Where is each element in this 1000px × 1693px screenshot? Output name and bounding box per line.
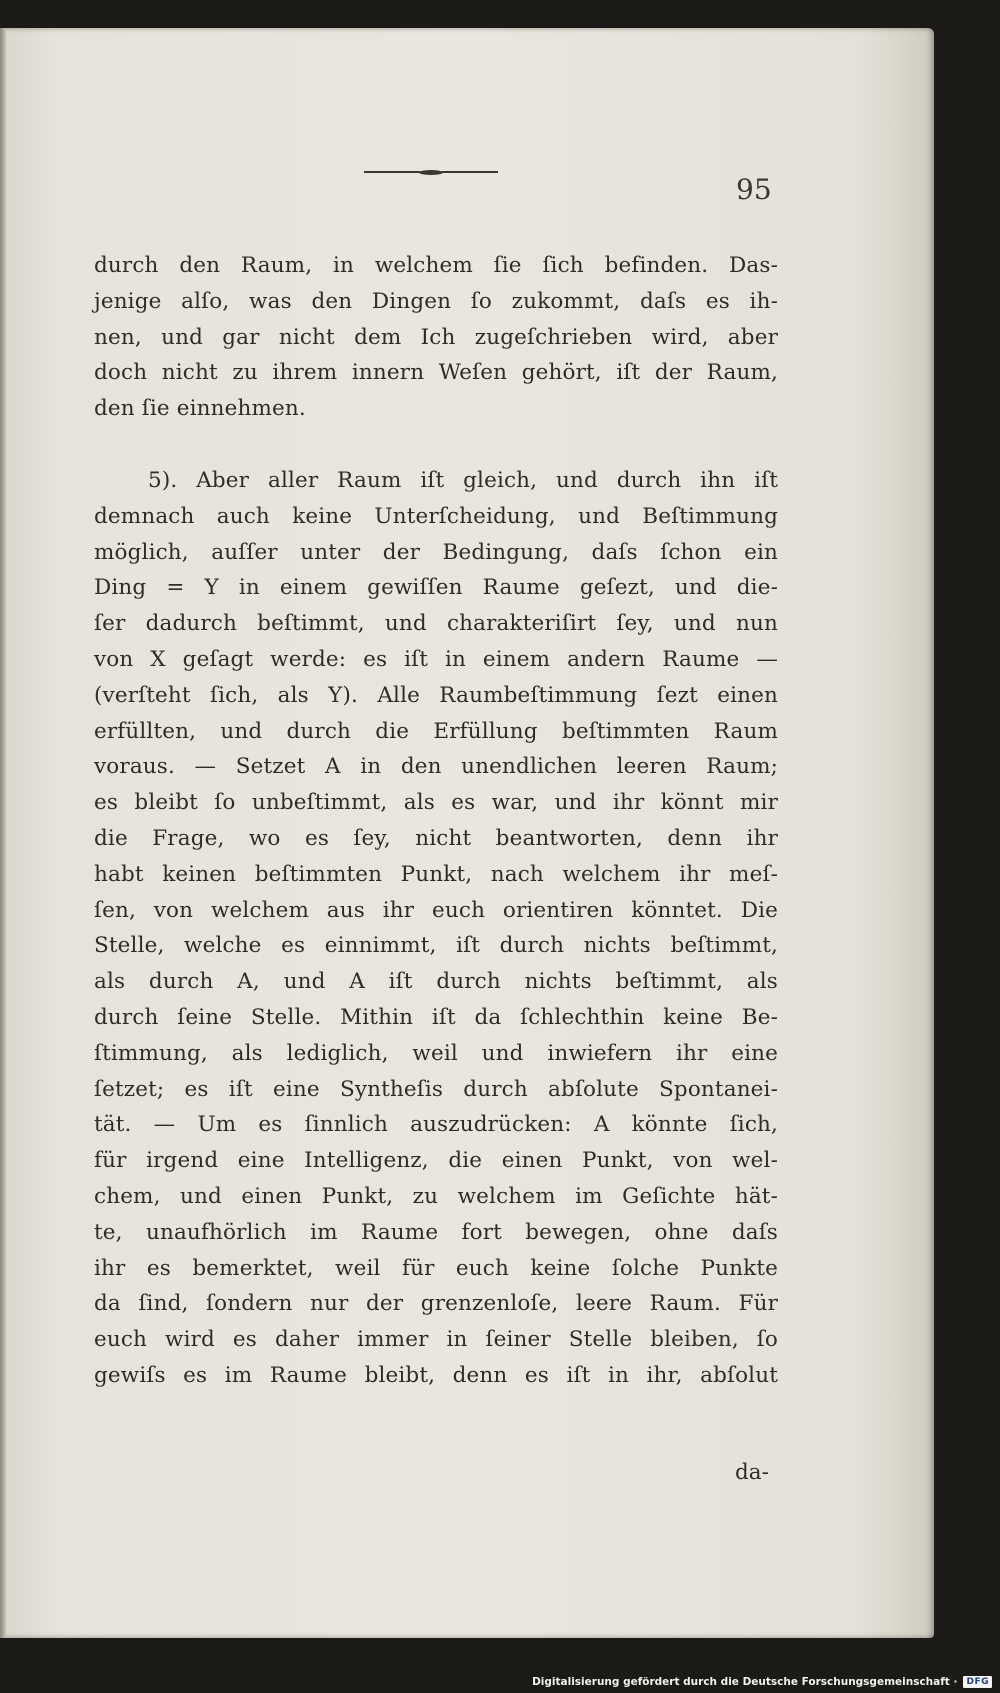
text-line: die Frage, wo es ſey, nicht beantworten, denn ihr [94, 825, 778, 851]
text-line: jenige alſo, was den Dingen ſo zukommt, daſs es ih- [94, 288, 778, 314]
text-line: Ding = Y in einem gewiſſen Raume geſezt, und die- [94, 575, 778, 601]
text-line: tät. — Um es ſinnlich auszudrücken: A könnte ſich, [94, 1112, 778, 1138]
text-line: habt keinen beſtimmten Punkt, nach welchem ihr meſ- [94, 861, 778, 887]
catchword: da- [735, 1460, 769, 1485]
text-line: doch nicht zu ihrem innern Weſen gehört, iſt der Raum, [94, 360, 778, 386]
text-line: Stelle, welche es einnimmt, iſt durch nichts beſtimmt, [94, 933, 778, 959]
text-line: den ſie einnehmen. [94, 396, 306, 422]
text-line: (verſteht ſich, als Y). Alle Raumbeſtimmung ſezt einen [94, 682, 778, 708]
text-line: chem, und einen Punkt, zu welchem im Geſichte hät- [94, 1183, 778, 1209]
text-line: möglich, auſſer unter der Bedingung, daſs ſchon ein [94, 539, 778, 565]
text-line: da ſind, ſondern nur der grenzenloſe, leere Raum. Für [94, 1291, 778, 1317]
page-binding-edge [0, 28, 6, 1638]
text-line: demnach auch keine Unterſcheidung, und Beſtimmung [94, 503, 778, 529]
text-line: von X geſagt werde: es iſt in einem andern Raume — [94, 646, 778, 672]
header-ornament-rule [364, 170, 498, 174]
dfg-credit-text: Digitalisierung gefördert durch die Deutsche Forschungsgemeinschaft · [532, 1676, 958, 1688]
text-line: durch ſeine Stelle. Mithin iſt da ſchlechthin keine Be- [94, 1004, 778, 1030]
text-line: als durch A, und A iſt durch nichts beſtimmt, als [94, 969, 778, 995]
text-line: gewiſs es im Raume bleibt, denn es iſt in ihr, abſolut [94, 1362, 778, 1388]
text-line: voraus. — Setzet A in den unendlichen leeren Raum; [94, 754, 778, 780]
text-line: es bleibt ſo unbeſtimmt, als es war, und ihr könnt mir [94, 790, 778, 816]
rule-right [442, 171, 498, 173]
book-page [0, 28, 934, 1638]
text-line: nen, und gar nicht dem Ich zugeſchrieben wird, aber [94, 324, 778, 350]
text-line: durch den Raum, in welchem ſie ſich befinden. Das- [94, 253, 778, 278]
body-text [94, 248, 778, 1394]
text-line: euch wird es daher immer in ſeiner Stelle bleiben, ſo [94, 1327, 778, 1353]
text-line: 5). Aber aller Raum iſt gleich, und durch ihn iſt [148, 467, 778, 493]
rule-left [364, 171, 420, 173]
rule-ornament [419, 170, 443, 175]
text-line: ſen, von welchem aus ihr euch orientiren könntet. Die [94, 897, 778, 923]
text-line: ihr es bemerktet, weil für euch keine ſolche Punkte [94, 1255, 778, 1281]
text-line: ſer dadurch beſtimmt, und charakteriſirt ſey, und nun [94, 611, 778, 637]
text-line: ſtimmung, als lediglich, weil und inwiefern ihr eine [94, 1040, 778, 1066]
text-line: ſetzet; es iſt eine Syntheſis durch abſolute Spontanei- [94, 1076, 778, 1102]
dfg-logo-icon: DFG [963, 1676, 992, 1688]
paragraph-gap [94, 427, 778, 463]
text-line: für irgend eine Intelligenz, die einen Punkt, von wel- [94, 1148, 778, 1174]
page-number: 95 [736, 173, 772, 206]
text-line: erfüllten, und durch die Erfüllung beſtimmten Raum [94, 718, 778, 744]
text-line: te, unaufhörlich im Raume fort bewegen, ohne daſs [94, 1219, 778, 1245]
digitization-credit-bar [0, 1671, 1000, 1693]
